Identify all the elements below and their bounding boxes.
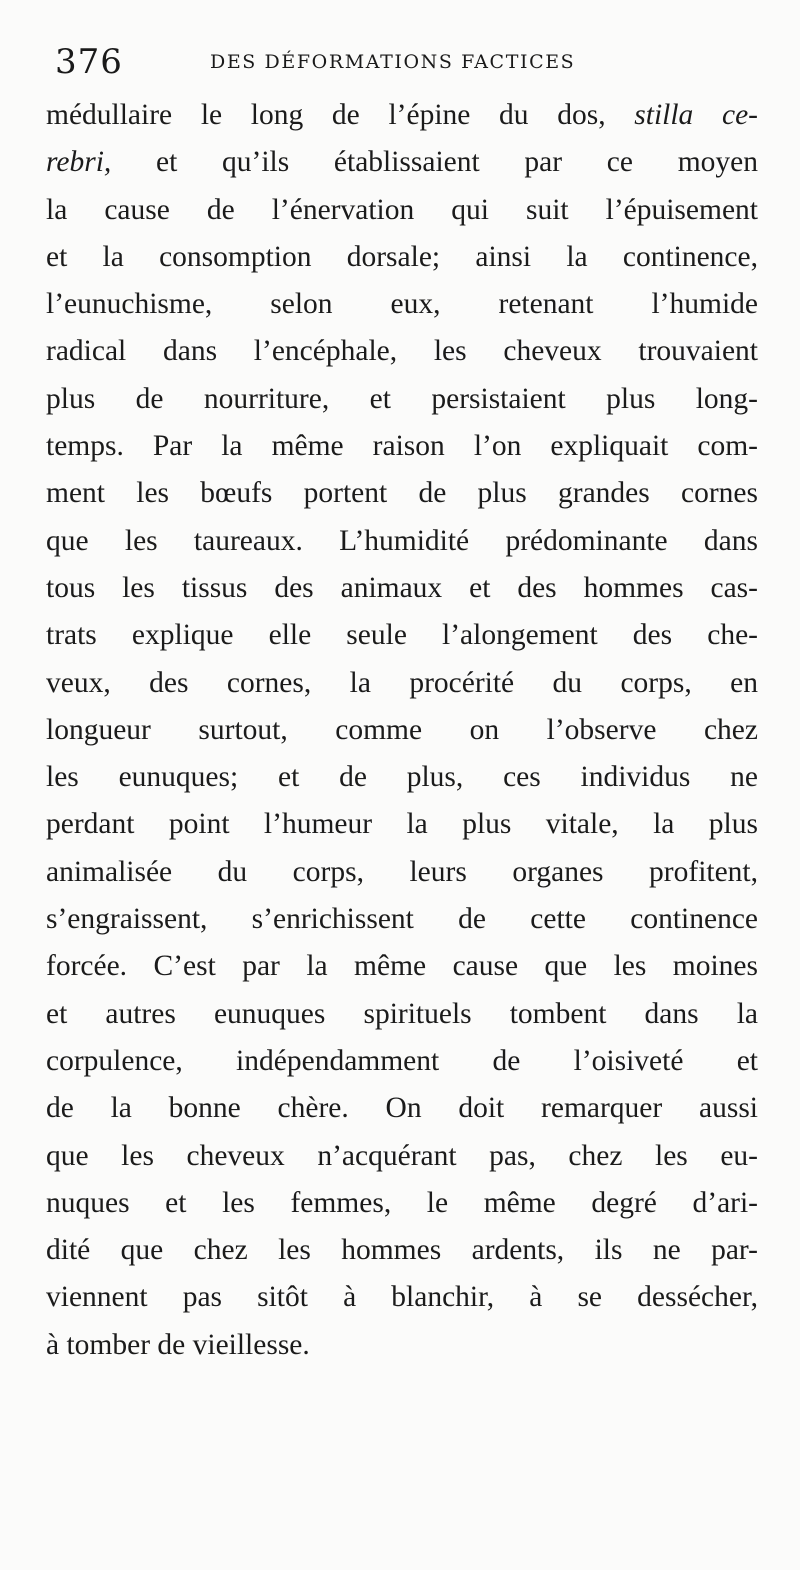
text-line — [46, 1274, 758, 1321]
text-line — [46, 1180, 758, 1227]
line-text: et autres eunuques spirituels tombent dans la — [46, 997, 758, 1030]
line-text: de la bonne chère. On doit remarquer aussi — [46, 1092, 758, 1125]
text-line — [46, 234, 758, 281]
text-line — [46, 943, 758, 990]
text-line — [46, 612, 758, 659]
line-text: l’eunuchisme, selon eux, retenant l’humide — [46, 288, 758, 321]
text-line — [46, 518, 758, 565]
text-line — [46, 92, 758, 139]
line-text: et qu’ils établissaient par ce moyen — [111, 146, 758, 179]
line-text: s’engraissent, s’enrichissent de cette continence — [46, 903, 758, 936]
text-line — [46, 281, 758, 328]
line-text: tous les tissus des animaux et des hommes cas- — [46, 571, 758, 604]
line-text: les eunuques; et de plus, ces individus ne — [46, 761, 758, 794]
running-head: DES DÉFORMATIONS FACTICES — [210, 51, 576, 73]
text-line — [46, 470, 758, 517]
line-text: à tomber de vieillesse. — [46, 1328, 310, 1361]
page-number: 376 — [55, 42, 123, 82]
italic-phrase: rebri, — [46, 146, 112, 179]
text-line — [46, 139, 758, 186]
page-header — [55, 38, 755, 88]
text-line — [46, 801, 758, 848]
text-line — [46, 991, 758, 1038]
line-text: longueur surtout, comme on l’observe chez — [46, 713, 758, 746]
text-line — [46, 1133, 758, 1180]
line-text: plus de nourriture, et persistaient plus long- — [46, 382, 758, 415]
line-text: perdant point l’humeur la plus vitale, la plus — [46, 808, 758, 841]
text-line — [46, 328, 758, 375]
line-text: corpulence, indépendamment de l’oisiveté et — [46, 1044, 758, 1077]
text-line — [46, 754, 758, 801]
line-text: et la consomption dorsale; ainsi la continence, — [46, 240, 758, 273]
line-text: médullaire le long de l’épine du dos, — [46, 99, 635, 131]
line-text: dité que chez les hommes ardents, ils ne par- — [46, 1234, 758, 1267]
line-text: que les taureaux. L’humidité prédominante dans — [46, 524, 758, 557]
text-line — [46, 1227, 758, 1274]
text-line — [46, 187, 758, 234]
text-line — [46, 707, 758, 754]
text-line — [46, 849, 758, 896]
line-text: forcée. C’est par la même cause que les moines — [46, 950, 758, 983]
line-text: temps. Par la même raison l’on expliquait com- — [46, 430, 758, 463]
body-text — [46, 92, 758, 1369]
text-line — [46, 423, 758, 470]
text-line — [46, 376, 758, 423]
text-line — [46, 1322, 758, 1369]
italic-phrase: stilla ce- — [634, 99, 758, 131]
line-text: que les cheveux n’acquérant pas, chez les eu- — [46, 1139, 758, 1172]
text-line — [46, 896, 758, 943]
line-text: viennent pas sitôt à blanchir, à se dessécher, — [46, 1281, 758, 1314]
text-line — [46, 660, 758, 707]
line-text: nuques et les femmes, le même degré d’ari- — [46, 1186, 758, 1219]
text-line — [46, 1085, 758, 1132]
line-text: animalisée du corps, leurs organes profitent, — [46, 855, 758, 888]
line-text: ment les bœufs portent de plus grandes cornes — [46, 477, 758, 510]
line-text: trats explique elle seule l’alongement des che- — [46, 619, 758, 652]
line-text: radical dans l’encéphale, les cheveux trouvaient — [46, 335, 758, 368]
text-line — [46, 565, 758, 612]
text-line — [46, 1038, 758, 1085]
line-text: la cause de l’énervation qui suit l’épuisement — [46, 193, 758, 226]
line-text: veux, des cornes, la procérité du corps, en — [46, 666, 758, 699]
